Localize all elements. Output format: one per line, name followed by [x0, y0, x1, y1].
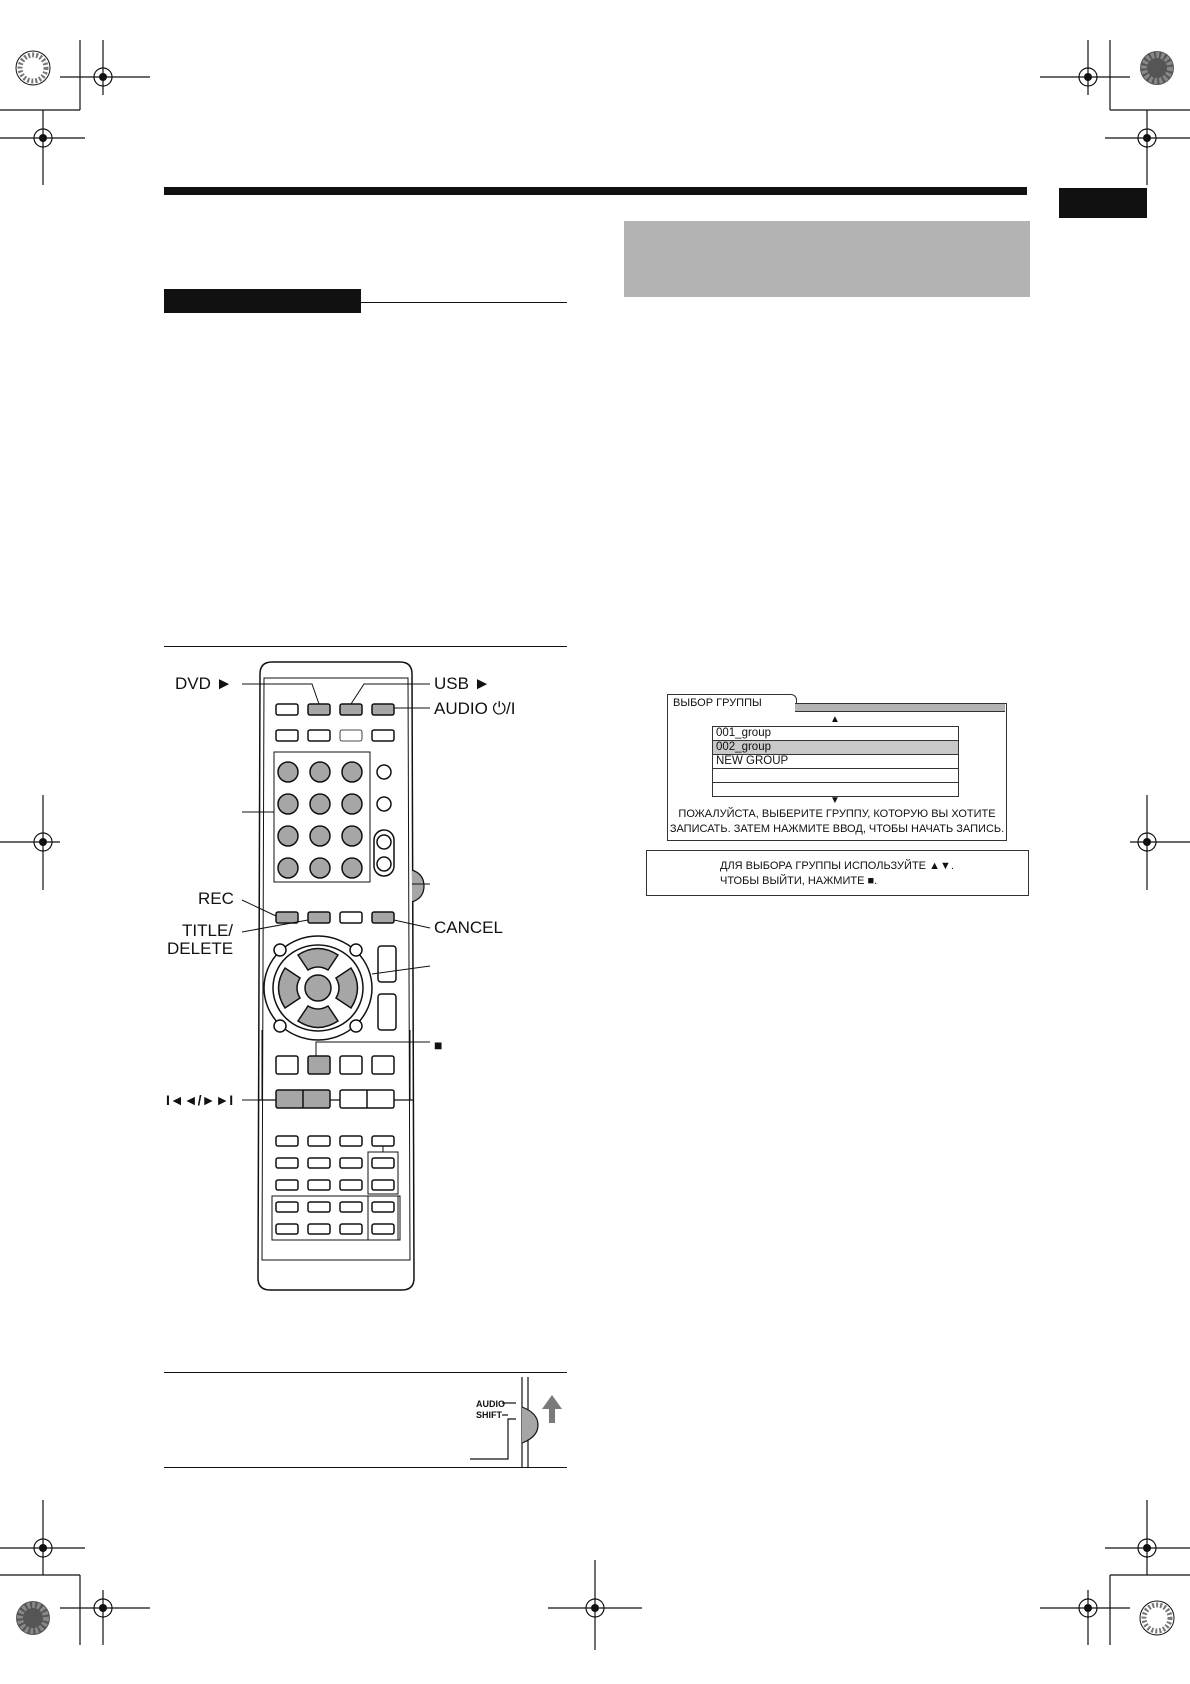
osd-message-line1: ПОЖАЛУЙСТА, ВЫБЕРИТЕ ГРУППУ, КОТОРУЮ ВЫ ХОТИТЕ	[678, 808, 996, 820]
shift-switch-label: SHIFT	[476, 1410, 502, 1420]
osd-scroll-down-icon[interactable]: ▼	[830, 795, 840, 806]
title-delete-label-line1: TITLE/	[182, 921, 234, 940]
gray-heading-box	[624, 221, 1030, 297]
dvd-play-label: DVD ►	[175, 674, 233, 693]
osd-help-line1: ДЛЯ ВЫБОРА ГРУППЫ ИСПОЛЬЗУЙТЕ ▲▼.	[720, 860, 954, 872]
stop-label: ■	[434, 1037, 443, 1053]
note-bottom-rule	[164, 1467, 567, 1468]
remote-section-rule	[164, 646, 567, 647]
group-list-item-selected[interactable]: 002_group	[713, 741, 958, 755]
title-delete-label-line2: DELETE	[167, 939, 234, 958]
osd-scroll-up-icon[interactable]: ▲	[830, 714, 840, 725]
skip-label: I◄◄/►►I	[166, 1092, 234, 1108]
usb-play-label: USB ►	[434, 674, 491, 693]
group-list-item[interactable]	[713, 769, 958, 783]
section-heading-rule	[361, 302, 567, 303]
osd-help-line2: ЧТОБЫ ВЫЙТИ, НАЖМИТЕ ■.	[720, 875, 878, 887]
remote-control-illustration	[150, 660, 480, 1320]
audio-shift-switch-illustration	[470, 1373, 570, 1467]
osd-message-line2: ЗАПИСАТЬ. ЗАТЕМ НАЖМИТЕ ВВОД, ЧТОБЫ НАЧАТЬ ЗАПИСЬ.	[669, 823, 1005, 835]
rec-label: REC	[198, 889, 234, 908]
cancel-label: CANCEL	[434, 918, 503, 937]
group-list-item[interactable]: 001_group	[713, 727, 958, 741]
audio-switch-label: AUDIO	[476, 1399, 505, 1409]
section-tab-marker	[1059, 188, 1147, 218]
audio-power-label: AUDIO ⏻/I	[434, 699, 516, 718]
group-list-item[interactable]: NEW GROUP	[713, 755, 958, 769]
header-bar	[164, 187, 1027, 195]
osd-tab-bar	[795, 703, 1005, 712]
osd-tab-title: ВЫБОР ГРУППЫ	[673, 697, 762, 709]
group-list	[712, 726, 959, 797]
section-heading-block	[164, 289, 361, 313]
osd-help-box	[646, 850, 1029, 896]
